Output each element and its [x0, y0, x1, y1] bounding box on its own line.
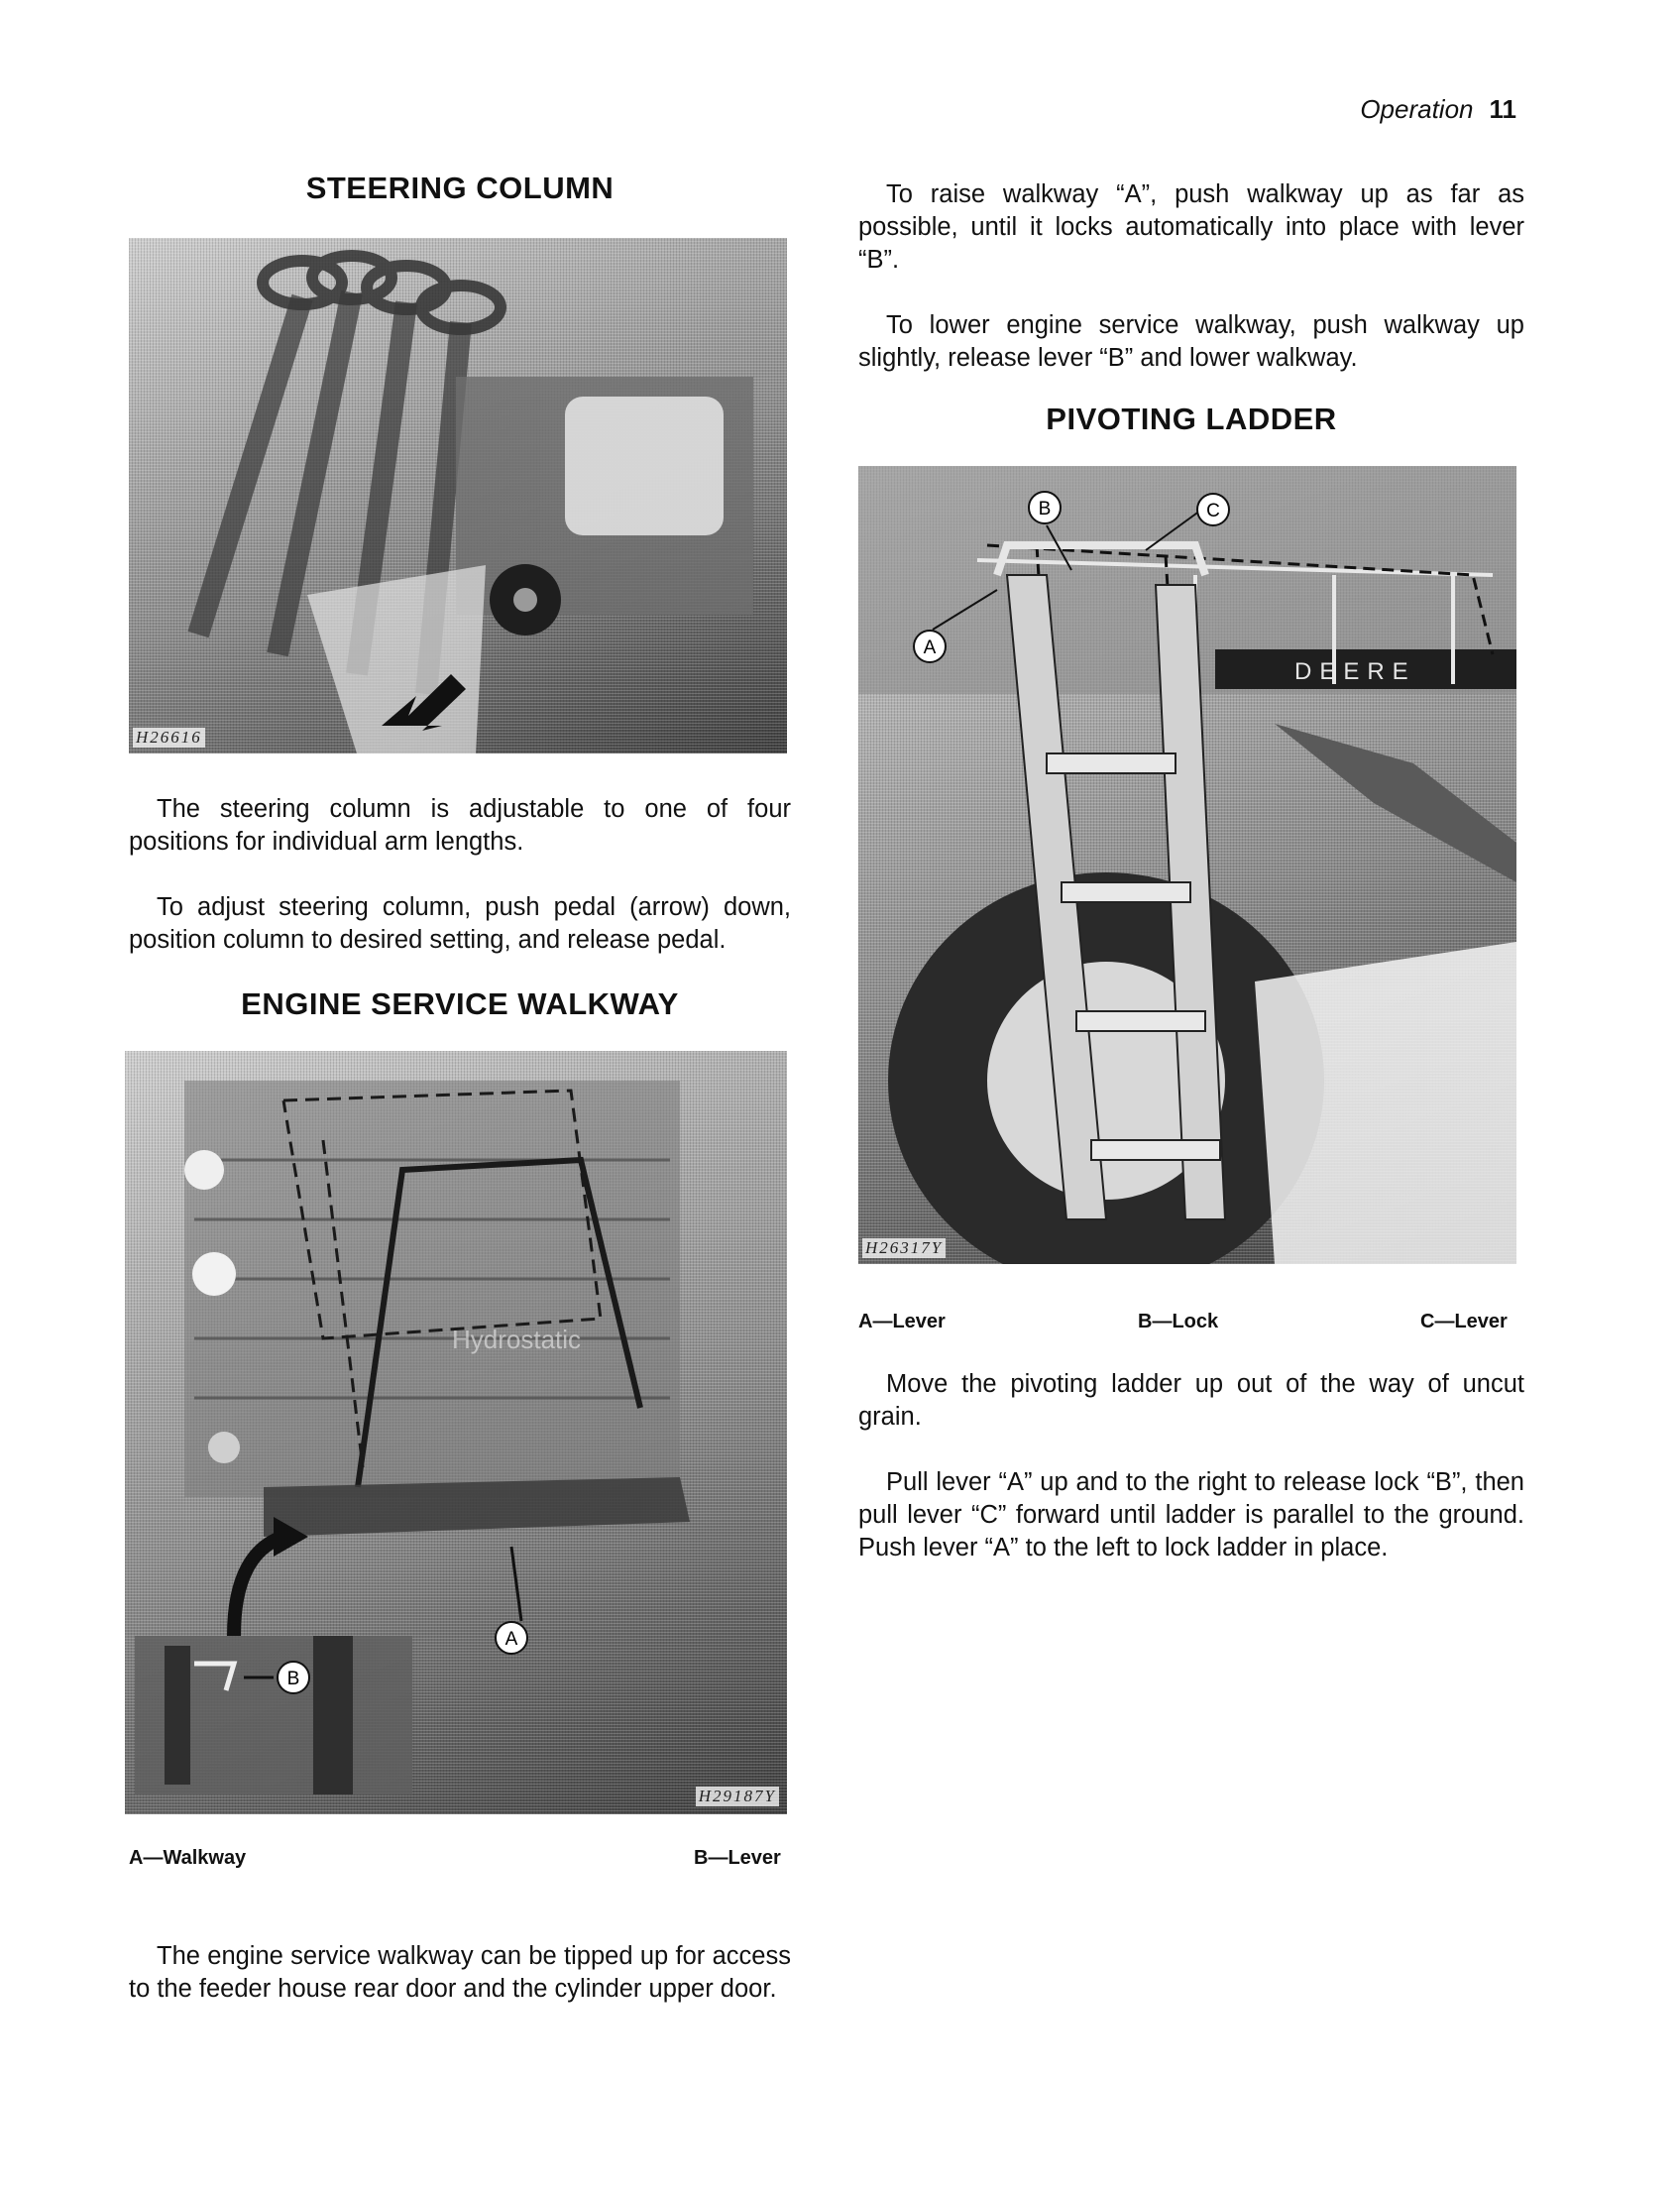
- callout-b-label: B: [286, 1669, 300, 1689]
- engine-service-walkway-heading: ENGINE SERVICE WALKWAY: [241, 986, 679, 1021]
- ladder-photo-code: H26317Y: [862, 1238, 946, 1258]
- callout-a-ladder-label: A: [923, 637, 937, 658]
- callout-b-walkway: [274, 1658, 313, 1697]
- steering-column-heading: STEERING COLUMN: [305, 171, 615, 205]
- callout-a-ladder: [910, 627, 950, 666]
- walkway-paragraph: The engine service walkway can be tipped up for access to the feeder house rear door and the cylinder upper door.: [129, 1942, 791, 2003]
- deere-decal: DEERE: [1294, 658, 1416, 685]
- ladder-illustration: [858, 466, 1516, 1264]
- raise-walkway-paragraph: To raise walkway “A”, push walkway up as far as possible, until it locks automatically into place with lever “B”.: [858, 180, 1524, 274]
- steering-column-paragraph-2: To adjust steering column, push pedal (arrow) down, position column to desired setting, and release pedal.: [129, 893, 791, 954]
- callout-b-ladder-label: B: [1038, 499, 1052, 520]
- section-title: Operation: [1360, 94, 1474, 124]
- steering-column-paragraph-1: The steering column is adjustable to one of four positions for individual arm lengths.: [129, 795, 791, 856]
- steering-column-photo: [129, 238, 787, 753]
- steering-column-illustration: [129, 238, 787, 753]
- engine-service-walkway-photo: [125, 1051, 787, 1814]
- callout-a-label: A: [504, 1629, 518, 1650]
- ladder-text: [858, 1368, 1524, 1564]
- walkway-text: [129, 1940, 791, 2006]
- pivoting-ladder-heading: PIVOTING LADDER: [1046, 402, 1337, 436]
- callout-a-walkway: [492, 1618, 531, 1658]
- page-number: 11: [1489, 94, 1516, 124]
- callout-c-ladder: [1193, 490, 1233, 529]
- hydrostatic-decal: Hydrostatic: [452, 1325, 582, 1354]
- steering-column-text: [129, 793, 791, 957]
- walkway-illustration: [125, 1051, 787, 1814]
- page-header: [1360, 94, 1516, 125]
- steering-column-photo-code: H26616: [133, 728, 205, 748]
- walkway-instructions: [858, 178, 1524, 375]
- ladder-caption-a: A—Lever: [858, 1311, 946, 1332]
- pivoting-ladder-photo: [858, 466, 1516, 1264]
- lower-walkway-paragraph: To lower engine service walkway, push walkway up slightly, release lever “B” and lower walkway.: [858, 311, 1524, 372]
- walkway-caption-a: A—Walkway: [129, 1847, 247, 1869]
- walkway-caption-b: B—Lever: [694, 1847, 781, 1869]
- ladder-caption-c: C—Lever: [1420, 1311, 1508, 1332]
- walkway-photo-code: H29187Y: [696, 1787, 779, 1806]
- ladder-caption-b: B—Lock: [1138, 1311, 1219, 1332]
- ladder-paragraph-1: Move the pivoting ladder up out of the way of uncut grain.: [858, 1370, 1524, 1431]
- callout-c-ladder-label: C: [1206, 501, 1220, 521]
- callout-b-ladder: [1025, 488, 1064, 527]
- ladder-paragraph-2: Pull lever “A” up and to the right to release lock “B”, then pull lever “C” forward until ladder is parallel to the ground. Push lever “A” to the left to lock ladder in place.: [858, 1468, 1524, 1561]
